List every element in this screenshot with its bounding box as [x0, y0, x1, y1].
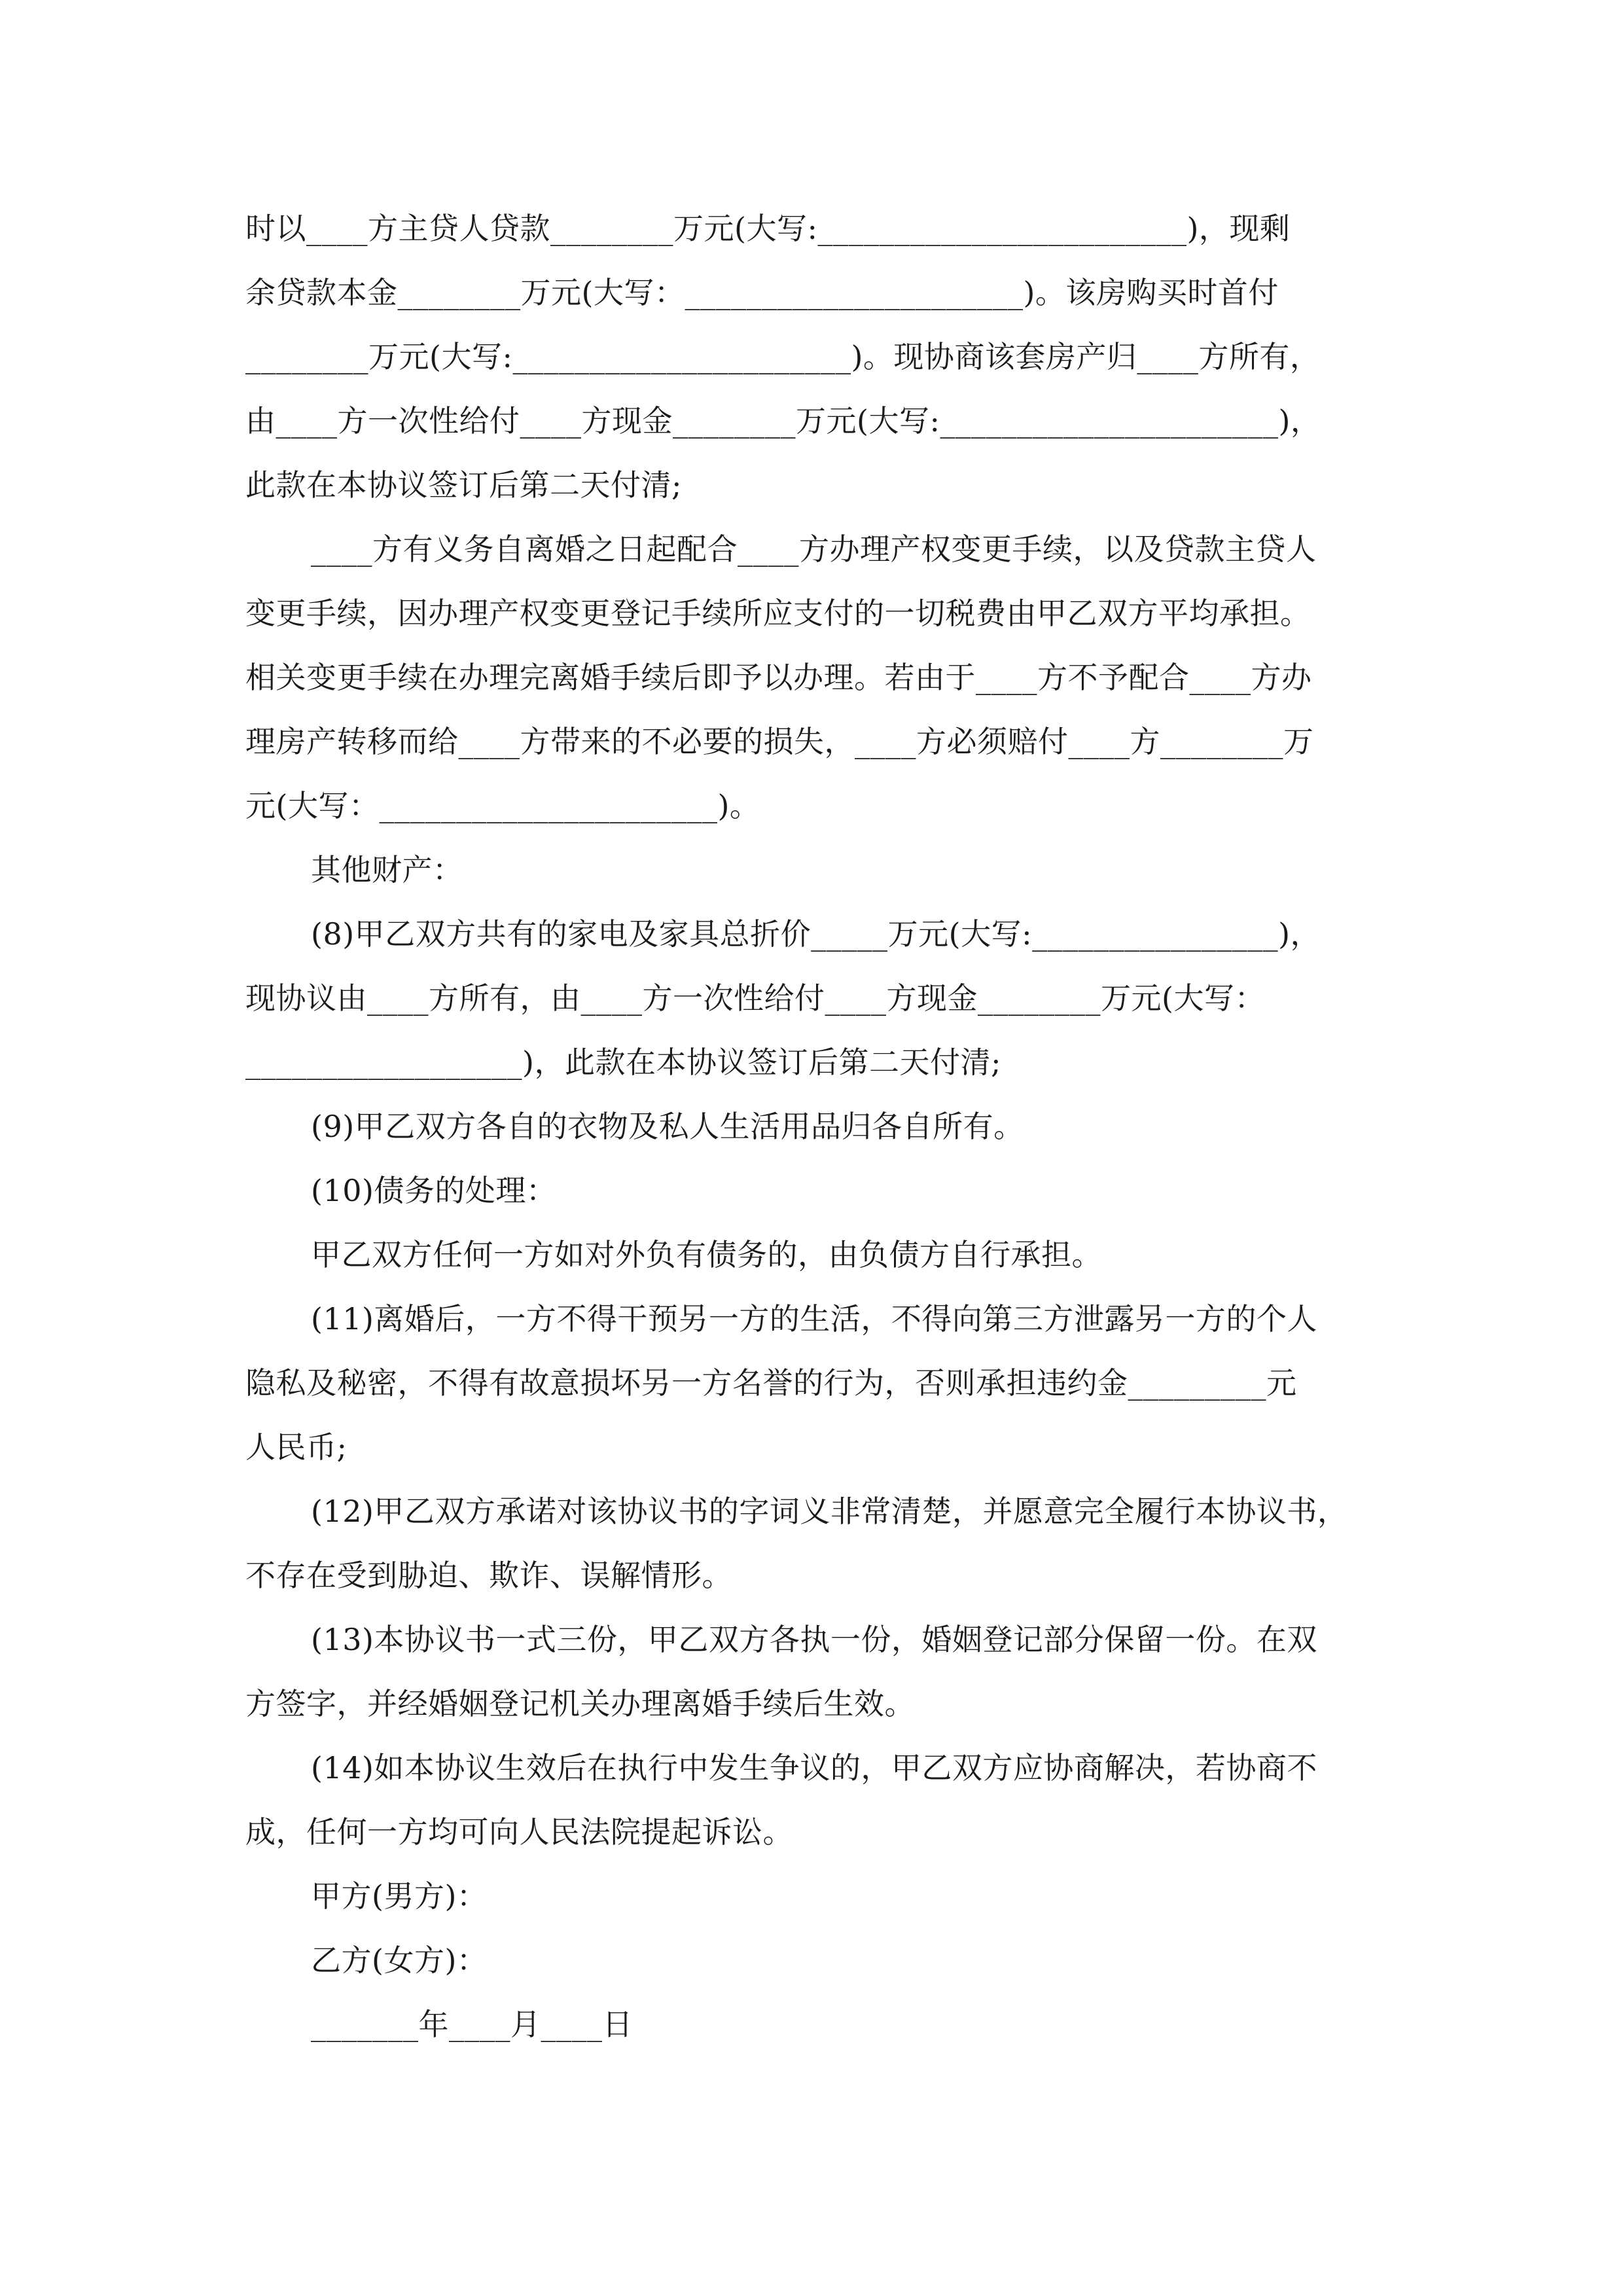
text-line: 时以____方主贷人贷款________万元(大写:________________________)，现剩 [245, 211, 1291, 246]
text-line: 由____方一次性给付____方现金________万元(大写:______________________)， [245, 403, 1321, 439]
text-line: 余贷款本金________万元(大写：______________________)。该房购买时首付 [245, 275, 1279, 310]
text-line: 甲乙双方任何一方如对外负有债务的，由负债方自行承担。 [311, 1237, 1102, 1272]
text-line: 现协议由____方所有，由____方一次性给付____方现金________万元(大写： [245, 980, 1265, 1016]
text-line: 乙方(女方)： [311, 1943, 488, 1978]
text-line: (11)离婚后，一方不得干预另一方的生活，不得向第三方泄露另一方的个人 [311, 1301, 1317, 1336]
text-line: (14)如本协议生效后在执行中发生争议的，甲乙双方应协商解决，若协商不 [311, 1750, 1317, 1785]
text-line: 元(大写：______________________)。 [245, 788, 760, 823]
text-line: ________万元(大写:______________________)。现协商该套房产归____方所有， [245, 339, 1321, 374]
text-line: 不存在受到胁迫、欺诈、误解情形。 [245, 1558, 732, 1593]
text-line: 其他财产： [311, 852, 463, 888]
text-line: (10)债务的处理： [311, 1173, 557, 1208]
text-line: 甲方(男方)： [311, 1878, 488, 1914]
text-line: 人民币; [245, 1429, 348, 1465]
text-line: _______年____月____日 [311, 2007, 633, 2042]
text-line: ____方有义务自离婚之日起配合____方办理产权变更手续，以及贷款主贷人 [311, 531, 1317, 567]
text-line: 成，任何一方均可向人民法院提起诉讼。 [245, 1814, 793, 1850]
text-line: __________________)，此款在本协议签订后第二天付清; [245, 1045, 1001, 1080]
text-line: 理房产转移而给____方带来的不必要的损失，____方必须赔付____方________万 [245, 724, 1314, 759]
text-line: (12)甲乙双方承诺对该协议书的字词义非常清楚，并愿意完全履行本协议书， [311, 1494, 1348, 1529]
document-page [245, 196, 1417, 2056]
text-line: 方签字，并经婚姻登记机关办理离婚手续后生效。 [245, 1686, 915, 1721]
text-line: 相关变更手续在办理完离婚手续后即予以办理。若由于____方不予配合____方办 [245, 660, 1312, 695]
text-line: (9)甲乙双方各自的衣物及私人生活用品归各自所有。 [311, 1109, 1024, 1144]
text-line: (8)甲乙双方共有的家电及家具总折价_____万元(大写:________________)， [311, 916, 1321, 952]
text-line: 变更手续，因办理产权变更登记手续所应支付的一切税费由甲乙双方平均承担。 [245, 596, 1311, 631]
text-line: (13)本协议书一式三份，甲乙双方各执一份，婚姻登记部分保留一份。在双 [311, 1622, 1317, 1657]
text-line: 隐私及秘密，不得有故意损坏另一方名誉的行为，否则承担违约金_________元 [245, 1365, 1297, 1401]
text-line: 此款在本协议签订后第二天付清; [245, 467, 682, 503]
